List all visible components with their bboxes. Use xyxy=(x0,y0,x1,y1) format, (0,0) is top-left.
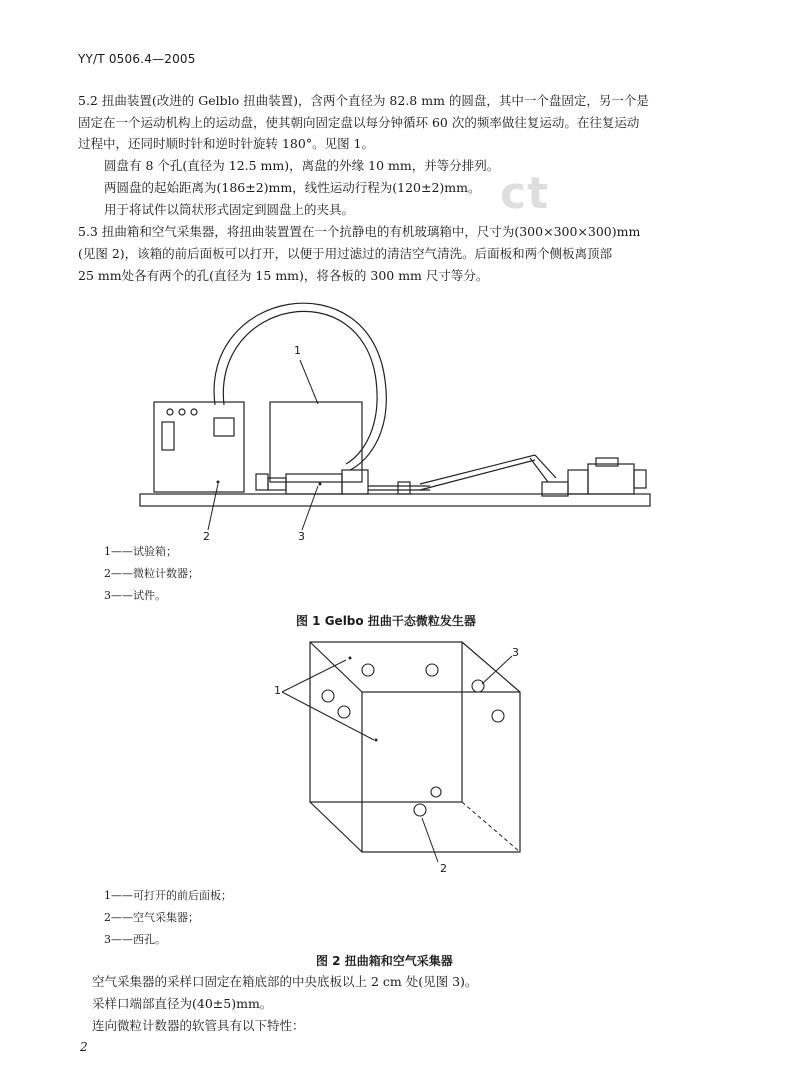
side-hole xyxy=(426,664,438,676)
hose-outer xyxy=(214,303,386,470)
figure-1-caption: 图 1 Gelbo 扭曲干态微粒发生器 xyxy=(296,614,476,628)
section-5-2-line-6: 用于将试件以筒状形式固定到圆盘上的夹具。 xyxy=(104,202,355,217)
fig1-callout-2: 2 xyxy=(203,530,210,543)
fig2-legend-3: 3——西孔。 xyxy=(104,933,166,946)
fixed-disc-left xyxy=(256,474,268,490)
fixed-holder xyxy=(268,478,286,490)
fig2-callout-3: 3 xyxy=(512,646,519,659)
air-sampler-top xyxy=(431,787,441,797)
fig1-callout-1: 1 xyxy=(294,344,301,357)
side-hole xyxy=(322,690,334,702)
figure-2-drawing xyxy=(0,630,800,890)
side-hole xyxy=(338,706,350,718)
section-5-3-line-2: (见图 2)，该箱的前后面板可以打开，以便于用过滤过的清洁空气清洗。后面板和两个侧板离顶部 xyxy=(78,246,613,261)
page-number: 2 xyxy=(80,1040,88,1054)
counter-knob-2 xyxy=(179,409,185,415)
hose-inner xyxy=(223,311,377,464)
section-5-3-line-1: 5.3 扭曲箱和空气采集器，将扭曲装置置在一个抗静电的有机玻璃箱中，尺寸为(300×300×300)mm xyxy=(78,224,641,239)
fig2-legend-1: 1——可打开的前后面板； xyxy=(104,889,232,902)
callout-line-1a xyxy=(282,660,346,692)
counter-panel xyxy=(214,418,234,436)
specimen xyxy=(286,474,342,494)
fig1-legend-3: 3——试件。 xyxy=(104,589,166,602)
after-text-line-1: 空气采集器的采样口固定在箱底部的中央底板以上 2 cm 处(见图 3)。 xyxy=(92,974,478,989)
shaft-bearing xyxy=(398,482,410,494)
side-hole xyxy=(362,664,374,676)
fig2-legend-2: 2——空气采集器； xyxy=(104,911,199,924)
fig1-callout-3: 3 xyxy=(298,530,305,543)
motor-end xyxy=(634,470,646,488)
callout-line-2 xyxy=(208,484,218,530)
callout-line-3 xyxy=(302,486,318,530)
callout-line-1 xyxy=(300,360,318,404)
section-5-2-line-5: 两圆盘的起始距离为(186±2)mm，线性运动行程为(120±2)mm。 xyxy=(104,180,481,195)
side-hole xyxy=(472,680,484,692)
after-text-line-3: 连向微粒计数器的软管具有以下特性： xyxy=(92,1018,305,1033)
air-sampler xyxy=(414,804,426,816)
callout-line-2 xyxy=(422,818,438,862)
watermark: ct xyxy=(500,168,550,219)
section-5-3-line-3: 25 mm处各有两个的孔(直径为 15 mm)，将各板的 300 mm 尺寸等分。 xyxy=(78,268,489,283)
callout-line-3 xyxy=(482,656,512,684)
after-text-line-2: 采样口端部直径为(40±5)mm。 xyxy=(92,996,273,1011)
standard-id: YY/T 0506.4—2005 xyxy=(78,52,196,66)
figure-2-caption: 图 2 扭曲箱和空气采集器 xyxy=(316,954,453,968)
motor-top xyxy=(596,458,618,466)
counter-display xyxy=(162,422,174,450)
fig1-legend-2: 2——微粒计数器； xyxy=(104,567,199,580)
fig2-callout-2: 2 xyxy=(440,862,447,875)
linkage-rod xyxy=(420,455,535,484)
particle-counter xyxy=(154,402,244,492)
section-5-2-line-1: 5.2 扭曲装置(改进的 Gelblo 扭曲装置)，含两个直径为 82.8 mm 的圆盘，其中一个盘固定，另一个是 xyxy=(78,93,649,108)
back-face xyxy=(310,642,462,802)
section-5-2-line-3: 过程中，还同时顺时针和逆时针旋转 180°。见图 1。 xyxy=(78,136,375,151)
section-5-2-line-2: 固定在一个运动机构上的运动盘，使其朝向固定盘以每分钟循环 60 次的频率做往复运动。在往复运动 xyxy=(78,115,640,130)
section-5-2-line-4: 圆盘有 8 个孔(直径为 12.5 mm)，离盘的外缘 10 mm，并等分排列。 xyxy=(104,158,500,173)
gearbox xyxy=(568,470,588,494)
motor xyxy=(588,464,634,494)
fig1-legend-1: 1——试验箱； xyxy=(104,545,177,558)
side-hole xyxy=(492,710,504,722)
fig2-callout-1: 1 xyxy=(274,684,281,697)
counter-knob-1 xyxy=(167,409,173,415)
base-plate xyxy=(140,494,650,506)
crank-arm xyxy=(535,455,556,478)
counter-knob-3 xyxy=(191,409,197,415)
